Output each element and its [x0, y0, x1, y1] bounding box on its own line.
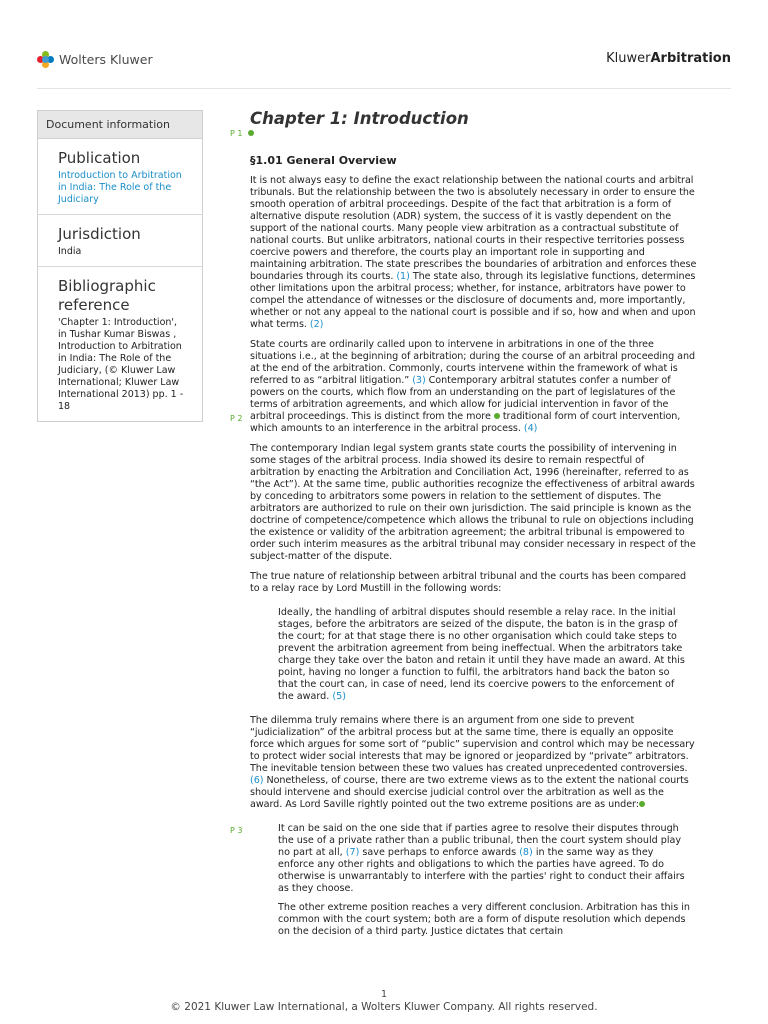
bibliographic-section [38, 267, 202, 421]
quote-text: save perhaps to enforce awards [362, 847, 517, 858]
paragraph-text: The contemporary Indian legal system grants state courts the possibility of intervening in some stages of the arbitral process. India showed its desire to remain respectful of arbitration by enacting the Arbitration and Conciliation Act, 1996 (hereinafter, referred to as “the Act”). At the same time, public authorities recognize the effectiveness of arbitral awards by conceding to arbitrators some powers in relation to the settlement of disputes. The arbitrators are authorized to rule on their own jurisdiction. The said principle is known as the doctrine of competence/competence which allows the tribunal to rule on objections including the existence or validity of the arbitration agreement; the arbitral tribunal is empowered to order such interim measures as the arbitral tribunal may consider necessary in respect of the subject-matter of the dispute. [250, 443, 696, 562]
paragraph-marker-label: P 3 [230, 826, 243, 835]
paragraph-text: The true nature of relationship between arbitral tribunal and the courts has been compared to a relay race by Lord Mustill in the following words: [250, 571, 687, 594]
block-quote [278, 902, 691, 938]
quote-text: in the same way as they enforce any other rights and obligations to which the parties have agreed. To do otherwise is unwarrantably to interfere with the parties' right to conduct their affairs as they choose. [278, 847, 685, 894]
bibliographic-value: 'Chapter 1: Introduction', in Tushar Kumar Biswas , Introduction to Arbitration in India: The Role of the Judiciary, (© Kluwer Law International; Kluwer Law International 2013) pp. 1 - 18 [58, 317, 184, 412]
page-number: 1 [380, 989, 388, 1000]
footnote-link[interactable]: (2) [309, 319, 324, 330]
footnote-link[interactable]: (5) [332, 691, 346, 702]
paragraph-marker-label: P 1 [230, 129, 243, 138]
chapter-title: Chapter 1: Introduction [250, 109, 469, 128]
brand-prefix: Kluwer [606, 51, 651, 66]
section-title: §1.01 General Overview [250, 154, 397, 167]
green-dot-icon [494, 413, 500, 419]
publication-section [38, 139, 202, 215]
block-quote [278, 823, 691, 895]
paragraph-marker-p2 [230, 414, 242, 423]
paragraph-text: Contemporary arbitral statutes confer a number of powers on the courts, which flow from an understanding on the part of legislatures of the terms of arbitration agreements, and which allow for judicial intervention in favor of the arbitral proceedings. This is distinct from the more [250, 375, 676, 422]
publication-label: Publication [58, 149, 141, 167]
bibliographic-label: Bibliographic reference [58, 277, 156, 314]
paragraph [250, 339, 697, 435]
green-dot-icon [639, 801, 645, 807]
paragraph-text: The dilemma truly remains where there is an argument from one side to prevent “judicialization” of the arbitral process but at the same time, there is equally an opposite force which argues for some sort of “public” supervision and control which may be necessary to protect wider social interests that may be ignored or jeopardized by “private” arbitrators. The inevitable tension between these two values has created unprecedented controversies. [250, 715, 695, 774]
document-information-panel [37, 110, 203, 422]
paragraph [250, 175, 697, 331]
paragraph-text: Nonetheless, of course, there are two extreme views as to the extent the national courts should intervene and should exercise judicial control over the arbitration as well as the award. As Lord Saville rightly pointed out the two extreme positions are as under: [250, 775, 689, 810]
paragraph [250, 571, 697, 595]
paragraph-text: traditional form of court intervention, which amounts to an interference in the arbitral process. [250, 411, 681, 434]
kluwer-arbitration-brand[interactable] [606, 51, 731, 66]
quote-text: It can be said on the one side that if parties agree to resolve their disputes through the use of a private rather than a public tribunal, then the court system should play no part at all, [278, 823, 682, 858]
footnote-link[interactable]: (4) [523, 423, 538, 434]
jurisdiction-value: India [58, 246, 82, 257]
publication-link[interactable]: Introduction to Arbitration in India: The Role of the Judiciary [58, 170, 182, 205]
page-header [0, 0, 768, 88]
wolters-kluwer-logo-icon [37, 51, 54, 68]
footnote-link[interactable]: (6) [250, 775, 264, 786]
paragraph-marker-p3 [230, 826, 242, 835]
paragraph-text: The state also, through its legislative functions, determines other limitations upon the arbitral process; whether, for instance, arbitrators have power to compel the attendance of witnesses or the disclosure of documents and, more importantly, whether or not any appeal to the national court is possible and if so, how and when and upon what terms. [250, 271, 696, 330]
paragraph-text: State courts are ordinarily called upon to intervene in arbitrations in one of the three situations i.e., at the beginning of arbitration; during the course of an arbitral proceeding and at the end of the arbitration. Commonly, courts intervene within the framework of what is referred to as “arbitral litigation.” [250, 339, 696, 386]
header-divider [37, 88, 731, 89]
document-body [250, 108, 697, 938]
jurisdiction-section [38, 215, 202, 267]
brand-bold: Arbitration [650, 51, 731, 66]
paragraph-text: It is not always easy to define the exact relationship between the national courts and arbitral tribunals. But the relationship between the two is absolutely necessary in order to ensure the smooth operation of arbitral proceedings. Despite of the fact that arbitration is a form of alternative dispute resolution (ADR) system, the success of it is vastly dependent on the support of the national courts. Many people view arbitration as a contractual substitute of national courts. But unlike arbitrators, national courts in their respective territories possess coercive powers and therefore, the courts play an important role in supporting and maintaining arbitration. The state prescribes the boundaries of arbitration and enforces these boundaries through its courts. [250, 175, 697, 282]
footnote-link[interactable]: (3) [412, 375, 426, 386]
block-quote [278, 607, 691, 703]
paragraph [250, 443, 697, 563]
copyright-notice: © 2021 Kluwer Law International, a Wolters Kluwer Company. All rights reserved. [170, 1001, 598, 1013]
footnote-link[interactable]: (7) [345, 847, 360, 858]
wolters-kluwer-logo[interactable] [37, 51, 153, 68]
footnote-link[interactable]: (8) [519, 847, 533, 858]
paragraph-marker-label: P 2 [230, 414, 243, 423]
paragraph [250, 715, 697, 811]
footnote-link[interactable]: (1) [396, 271, 410, 282]
logo-text: Wolters Kluwer [59, 52, 153, 67]
jurisdiction-label: Jurisdiction [58, 225, 141, 243]
document-information-heading: Document information [38, 111, 202, 139]
quote-text: Ideally, the handling of arbitral disputes should resemble a relay race. In the initial stages, before the arbitrators are seized of the dispute, the baton is in the grasp of the court; for at that stage there is no other organisation which could take steps to prevent the arbitration agreement from being ineffectual. When the arbitrators take charge they take over the baton and retain it until they have made an award. At this point, having no longer a function to fulfil, the arbitrators hand back the baton so that the court can, in case of need, lend its coercive powers to the enforcement of the award. [278, 607, 685, 702]
quote-text: The other extreme position reaches a very different conclusion. Arbitration has this in common with the court system; both are a form of dispute resolution which depends on the decision of a third party. Justice dictates that certain [278, 902, 690, 937]
